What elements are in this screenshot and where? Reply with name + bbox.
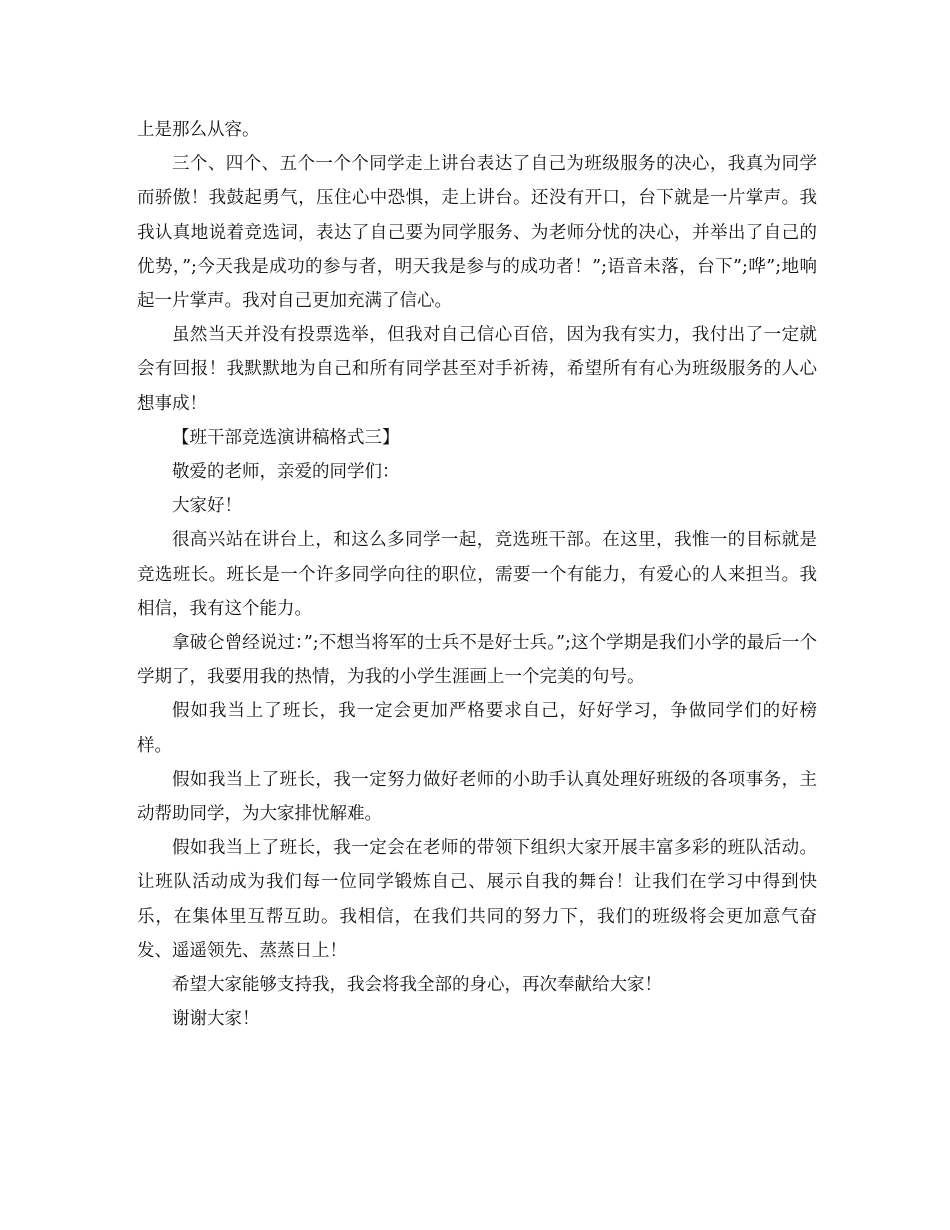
paragraph-pledge-activities: 假如我当上了班长，我一定会在老师的带领下组织大家开展丰富多彩的班队活动。让班队活动成为我们每一位同学锻炼自己、展示自我的舞台！让我们在学习中得到快乐，在集体里互帮互助。我相信，在我们共同的努力下，我们的班级将会更加意气奋发、遥遥领先、蒸蒸日上！ — [137, 838, 817, 961]
paragraph-pledge-assist: 假如我当上了班长，我一定努力做好老师的小助手认真处理好班级的各项事务，主动帮助同学，为大家排忧解难。 — [137, 769, 817, 825]
paragraph-confidence: 虽然当天并没有投票选举，但我对自己信心百倍，因为我有实力，我付出了一定就会有回报！我默默地为自己和所有同学甚至对手祈祷，希望所有有心为班级服务的人心想事成！ — [137, 325, 817, 414]
paragraph-pledge-study: 假如我当上了班长，我一定会更加严格要求自己，好好学习，争做同学们的好榜样。 — [137, 701, 817, 756]
document-body — [137, 113, 817, 1036]
paragraph-intro: 很高兴站在讲台上，和这么多同学一起，竞选班干部。在这里，我惟一的目标就是竞选班长。班长是一个许多同学向往的职位，需要一个有能力，有爱心的人来担当。我相信，我有这个能力。 — [137, 530, 817, 619]
paragraph-napoleon-quote: 拿破仑曾经说过：”;不想当将军的士兵不是好士兵。”;这个学期是我们小学的最后一个学期了，我要用我的热情，为我的小学生涯画上一个完美的句号。 — [137, 633, 817, 688]
section-heading: 【班干部竞选演讲稿格式三】 — [172, 427, 400, 448]
greeting: 大家好！ — [172, 496, 242, 517]
paragraph-continuation: 上是那么从容。 — [137, 120, 260, 140]
salutation: 敬爱的老师，亲爱的同学们： — [172, 462, 400, 483]
paragraph-classmates-speech: 三个、四个、五个一个个同学走上讲台表达了自己为班级服务的决心，我真为同学而骄傲！我鼓起勇气，压住心中恐惧，走上讲台。还没有开口，台下就是一片掌声。我我认真地说着竞选词，表达了自己要为同学服务、为老师分忧的决心，并举出了自己的优势，”;今天我是成功的参与者，明天我是参与的成功者！”;语音未落，台下”;哗”;地响起一片掌声。我对自己更加充满了信心。 — [137, 154, 817, 312]
paragraph-appeal: 希望大家能够支持我，我会将我全部的身心，再次奉献给大家！ — [172, 975, 662, 996]
closing-thanks: 谢谢大家！ — [172, 1009, 260, 1030]
